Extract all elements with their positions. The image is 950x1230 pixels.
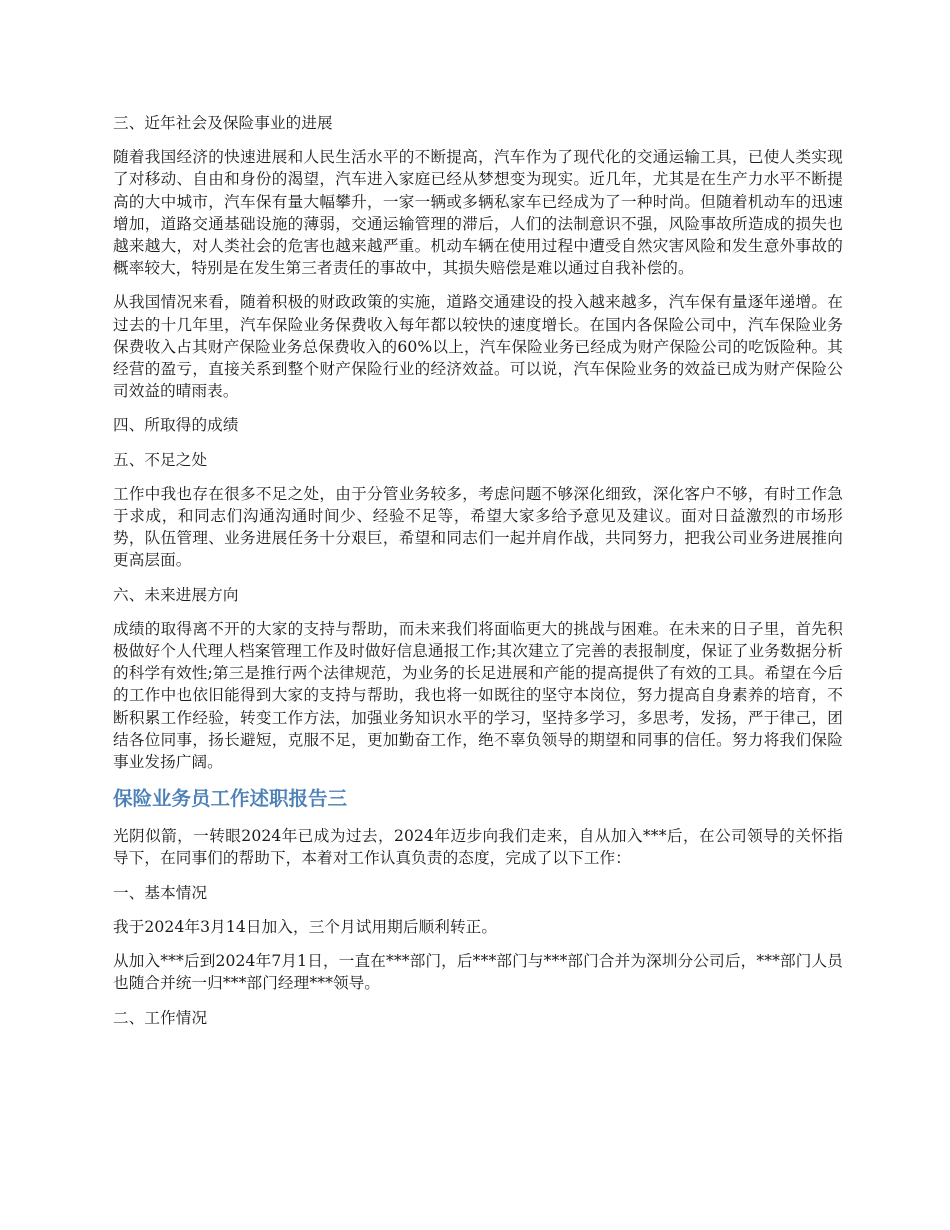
section-heading-3: 三、近年社会及保险事业的进展 (113, 114, 333, 132)
section-heading-2: 二、工作情况 (113, 1008, 208, 1027)
body-paragraph: 从我国情况来看，随着积极的财政政策的实施，道路交通建设的投入越来越多，汽车保有量逐年递增。在过去的十几年里，汽车保险业务保费收入每年都以较快的速度增长。在国内各保险公司中，汽车保险业务保费收入占其财产保险业务总保费收入的60%以上，汽车保险业务已经成为财产保险公司的吃饭险种。其经营的盈亏，直接关系到整个财产保险行业的经济效益。可以说，汽车保险业务的效益已成为财产保险公司效益的晴雨表。 (113, 293, 843, 401)
section-heading-6: 六、未来进展方向 (113, 585, 239, 604)
body-paragraph: 从加入***后到2024年7月1日，一直在***部门，后***部门与***部门合并为深圳分公司后，***部门人员也随合并统一归***部门经理***领导。 (113, 952, 843, 993)
body-paragraph: 光阴似箭，一转眼2024年已成为过去，2024年迈步向我们走来，自从加入***后，在公司领导的关怀指导下，在同事们的帮助下，本着对工作认真负责的态度，完成了以下工作： (113, 827, 843, 868)
body-paragraph: 成绩的取得离不开的大家的支持与帮助，而未来我们将面临更大的挑战与困难。在未来的日子里，首先积极做好个人代理人档案管理工作及时做好信息通报工作;其次建立了完善的表报制度，保证了业务数据分析的科学有效性;第三是推行两个法律规范，为业务的长足进展和产能的提高提供了有效的工具。希望在今后的工作中也依旧能得到大家的支持与帮助，我也将一如既往的坚守本岗位，努力提高自身素养的培育，不断积累工作经验，转变工作方法，加强业务知识水平的学习，坚持多学习，多思考，发扬，严于律己，团结各位同事，扬长避短，克服不足，更加勤奋工作，绝不辜负领导的期望和同事的信任。努力将我们保险事业发扬广阔。 (113, 619, 843, 772)
body-paragraph: 工作中我也存在很多不足之处，由于分管业务较多，考虑问题不够深化细致，深化客户不够，有时工作急于求成，和同志们沟通沟通时间少、经验不足等，希望大家多给予意见及建议。面对日益激烈的市场形势，队伍管理、业务进展任务十分艰巨，希望和同志们一起并肩作战，共同努力，把我公司业务进展推向更高层面。 (113, 484, 843, 570)
section-heading-4: 四、所取得的成绩 (113, 416, 239, 435)
body-paragraph: 随着我国经济的快速进展和人民生活水平的不断提高，汽车作为了现代化的交通运输工具，已使人类实现了对移动、自由和身份的渴望，汽车进入家庭已经从梦想变为现实。近几年，尤其是在生产力水平不断提高的大中城市，汽车保有量大幅攀升，一家一辆或多辆私家车已经成为了一种时尚。但随着机动车的迅速增加，道路交通基础设施的薄弱，交通运输管理的滞后，人们的法制意识不强，风险事故所造成的损失也越来越大，对人类社会的危害也越来越严重。机动车辆在使用过程中遭受自然灾害风险和发生意外事故的概率较大，特别是在发生第三者责任的事故中，其损失赔偿是难以通过自我补偿的。 (113, 148, 843, 278)
document-page (113, 112, 843, 1041)
report-title: 保险业务员工作述职报告三 (113, 787, 348, 811)
section-heading-5: 五、不足之处 (113, 450, 208, 469)
section-heading-1: 一、基本情况 (113, 883, 208, 902)
body-paragraph: 我于2024年3月14日加入，三个月试用期后顺利转正。 (113, 917, 498, 936)
